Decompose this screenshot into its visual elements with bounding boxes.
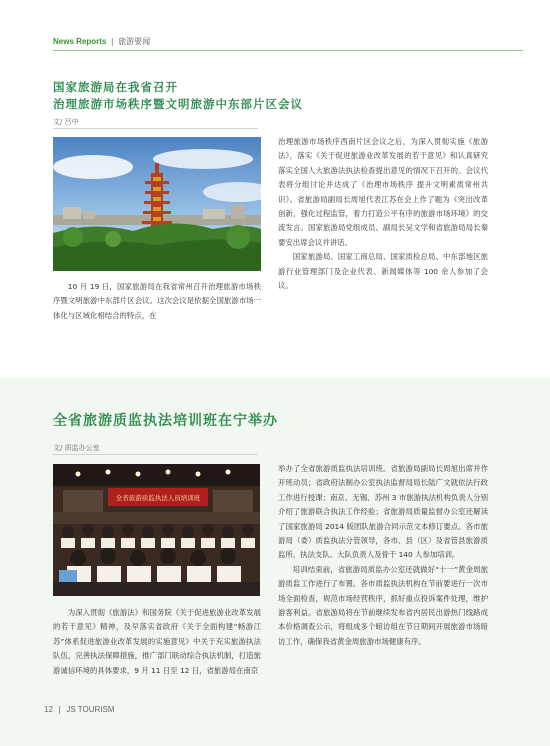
article1-left-column bbox=[53, 280, 261, 323]
article2-right-paragraph: 培训结束前，省旅游局质监办公室还就做好“十一”黄金周旅游质监工作进行了布置。各市质监执法机构在节前要进行一次市场全面检查，规范市场经营秩序，抓好重点投诉案件处理，维护游客利益。省旅游局将在节前继续发布省内居民出游热门线路成本价格调查公示，将组成多个暗访组在节日期间开展旅游市场暗访工作，确保我省黄金周旅游市场健康有序。 bbox=[278, 564, 488, 646]
page-footer bbox=[44, 705, 115, 714]
article1-title-line1: 国家旅游局在我省召开 bbox=[53, 80, 178, 94]
article2-right-paragraph: 举办了全省旅游质监执法培训班。省旅游局副局长周旭出席并作开班动员；省政府法制办公室执法监督局局长陆广文就依法行政工作进行授课；南京、无锡、苏州 3 市旅游执法机构负责人分别介绍了旅游联合执法工作经验；省旅游局质量监督办公室还解读了国家旅游局 2014 版团队旅游合同示范文本修订要点。各市旅游局（委）质监执法分管领导，各市、县（区）及省管县旅游质监所、执法支队、大队负责人及骨干 140 人参加培训。 bbox=[278, 464, 488, 560]
section-label-cn: 旅游要闻 bbox=[118, 37, 151, 46]
article2-title: 全省旅游质监执法培训班在宁举办 bbox=[53, 413, 278, 429]
article2-right-column bbox=[278, 462, 488, 649]
section-separator: | bbox=[110, 37, 114, 46]
article1-right-column bbox=[278, 135, 488, 293]
pagoda-photo bbox=[53, 137, 261, 271]
training-banner-text: 全省旅游质监执法人员培训班 bbox=[115, 494, 201, 502]
article1-right-paragraph: 治理旅游市场秩序西南片区会议之后，为深入贯彻实施《旅游法》，落实《关于促进旅游业改革发展的若干意见》和认真研究落实全国人大旅游法执法检查提出意见的情况下召开的。会议代表将分组讨论并达成了《治理市场秩序 提升文明素质常州共识》。省旅游局副局长周旭代表江苏在会上作了题为《突出改革创新，强化过程监管，着力打造公平有序的旅游市场环境》的交流发言。国家旅游局党组成员、副局长吴文学和省旅游局局长秦要安出席会议并讲话。 bbox=[278, 137, 488, 247]
article2-byline-divider bbox=[53, 454, 258, 455]
article1-right-paragraph: 国家旅游局、国家工商总局、国家质检总局、中东部地区旅游行业管理部门及企业代表、新闻媒体等 100 余人参加了会议。 bbox=[278, 252, 488, 291]
article1-byline-divider bbox=[53, 128, 258, 129]
article1-byline: 文/ 吕中 bbox=[53, 118, 79, 126]
magazine-name: JS TOURISM bbox=[66, 705, 115, 714]
article1-title-line2: 治理旅游市场秩序暨文明旅游中东部片区会议 bbox=[53, 97, 303, 111]
section-label-en: News Reports bbox=[53, 37, 107, 46]
pagoda-photo-illustration bbox=[53, 137, 261, 271]
training-meeting-illustration bbox=[53, 464, 260, 596]
article2-byline: 文/ 质监办公室 bbox=[53, 444, 100, 452]
footer-separator bbox=[59, 706, 60, 714]
training-meeting-photo bbox=[53, 464, 260, 596]
article1-left-paragraph: 10 月 19 日，国家旅游局在我省常州召开治理旅游市场秩序暨文明旅游中东部片区会议。这次会议是依据全国旅游市场一体化与区域化相结合的特点，在 bbox=[53, 282, 261, 320]
article2-left-column bbox=[53, 606, 261, 678]
article2-left-paragraph: 为深入贯彻《旅游法》和国务院《关于促进旅游业改革发展的若干意见》精神，及早落实省政府《关于全面构建“畅游江苏”体系促进旅游业改革发展的实施意见》中关于充实旅游执法队伍，完善执法保障措施，推广部门联动综合执法机制，打造旅游诚信环境的具体要求，9 月 11 日至 12 日，省旅游局在南京 bbox=[53, 608, 261, 675]
section-header bbox=[53, 36, 523, 50]
header-divider bbox=[53, 50, 523, 51]
page-number: 12 bbox=[44, 705, 53, 714]
